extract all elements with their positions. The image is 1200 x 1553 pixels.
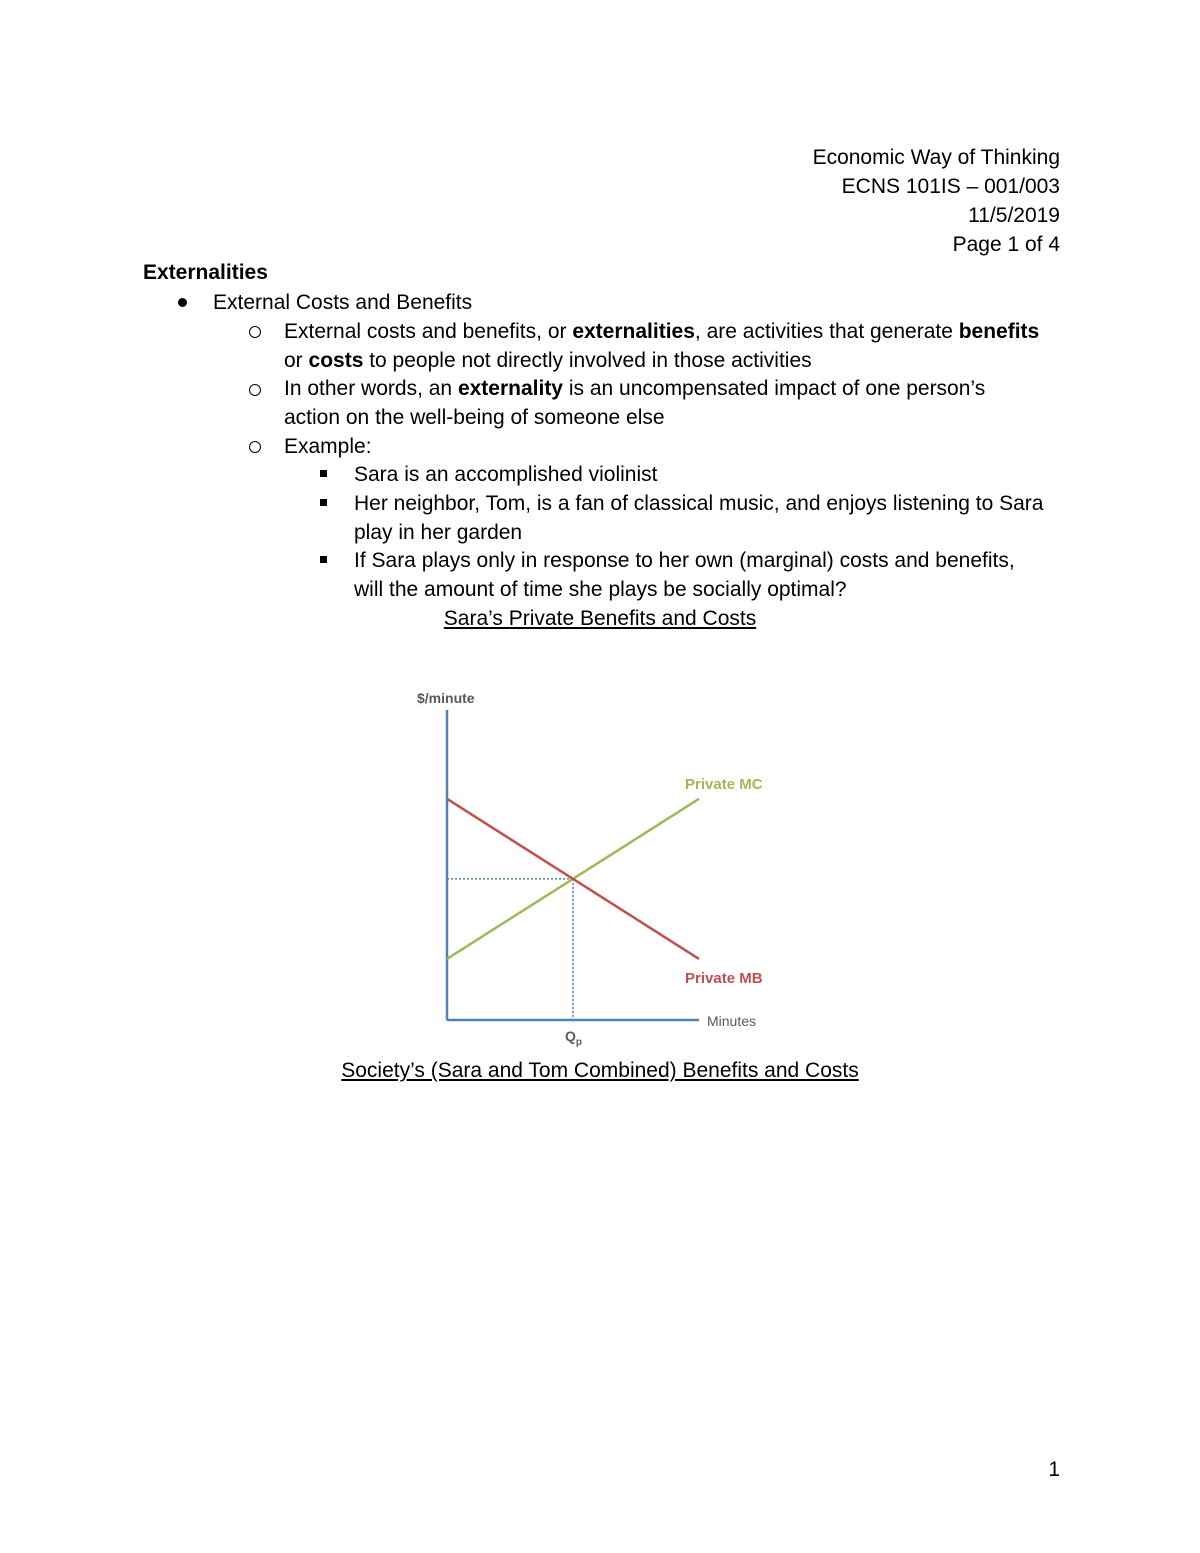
text-segment: action on the well-being of someone else: [284, 406, 665, 429]
text-segment: , are activities that generate: [694, 320, 959, 343]
text-line: If Sara plays only in response to her own (marginal) costs and benefits,: [354, 549, 1015, 572]
q-letter: Q: [565, 1028, 576, 1044]
text-line: will the amount of time she plays be socially optimal?: [354, 578, 847, 601]
subitem-violinist: Sara is an accomplished violinist: [354, 463, 658, 486]
text-line: play in her garden: [354, 521, 523, 544]
bullet-external-costs: External Costs and Benefits: [213, 291, 473, 314]
circle-bullet-icon: [249, 384, 261, 396]
text-segment: is an uncompensated impact of one person’s: [563, 377, 986, 400]
course-title: Economic Way of Thinking: [812, 146, 1060, 169]
point-externalities-definition: [284, 317, 1064, 375]
course-code: ECNS 101IS – 001/003: [841, 175, 1060, 198]
square-bullet-icon: [320, 470, 327, 477]
page-label: Page 1 of 4: [952, 233, 1060, 256]
circle-bullet-icon: [249, 326, 261, 338]
square-bullet-icon: [320, 556, 327, 563]
subitem-neighbor-tom: [354, 489, 1064, 547]
bold-term-externalities: externalities: [572, 320, 695, 343]
text-segment: or: [284, 349, 309, 372]
bold-term-externality: externality: [457, 377, 563, 400]
text-segment: In other words, an: [284, 377, 458, 400]
x-axis-label: Minutes: [707, 1013, 757, 1029]
q-subscript: p: [575, 1037, 582, 1048]
page-number: 1: [1048, 1458, 1060, 1481]
text-line: Her neighbor, Tom, is a fan of classical music, and enjoys listening to Sara: [354, 492, 1044, 515]
bold-term-costs: costs: [308, 349, 364, 372]
society-chart-title: Society’s (Sara and Tom Combined) Benefits and Costs: [341, 1059, 859, 1082]
text-segment: to people not directly involved in those activities: [363, 349, 812, 372]
text-segment: External costs and benefits, or: [284, 320, 573, 343]
private-mc-label: Private MC: [685, 775, 763, 793]
equilibrium-quantity-label: [565, 1028, 582, 1048]
document-date: 11/5/2019: [968, 204, 1060, 227]
chart-title: Sara’s Private Benefits and Costs: [443, 607, 757, 630]
point-externality-other-words: [284, 374, 1064, 432]
subitem-socially-optimal-question: [354, 546, 1064, 604]
bold-term-benefits: benefits: [958, 320, 1040, 343]
y-axis-label: $/minute: [417, 690, 475, 706]
circle-bullet-icon: [249, 441, 261, 453]
private-benefits-costs-chart: [400, 680, 800, 1050]
section-title: Externalities: [143, 261, 268, 284]
point-example-label: Example:: [284, 435, 372, 458]
private-mb-label: Private MB: [685, 969, 763, 987]
square-bullet-icon: [320, 499, 327, 506]
document-header: [813, 143, 1060, 259]
bullet-dot-icon: [178, 298, 187, 307]
